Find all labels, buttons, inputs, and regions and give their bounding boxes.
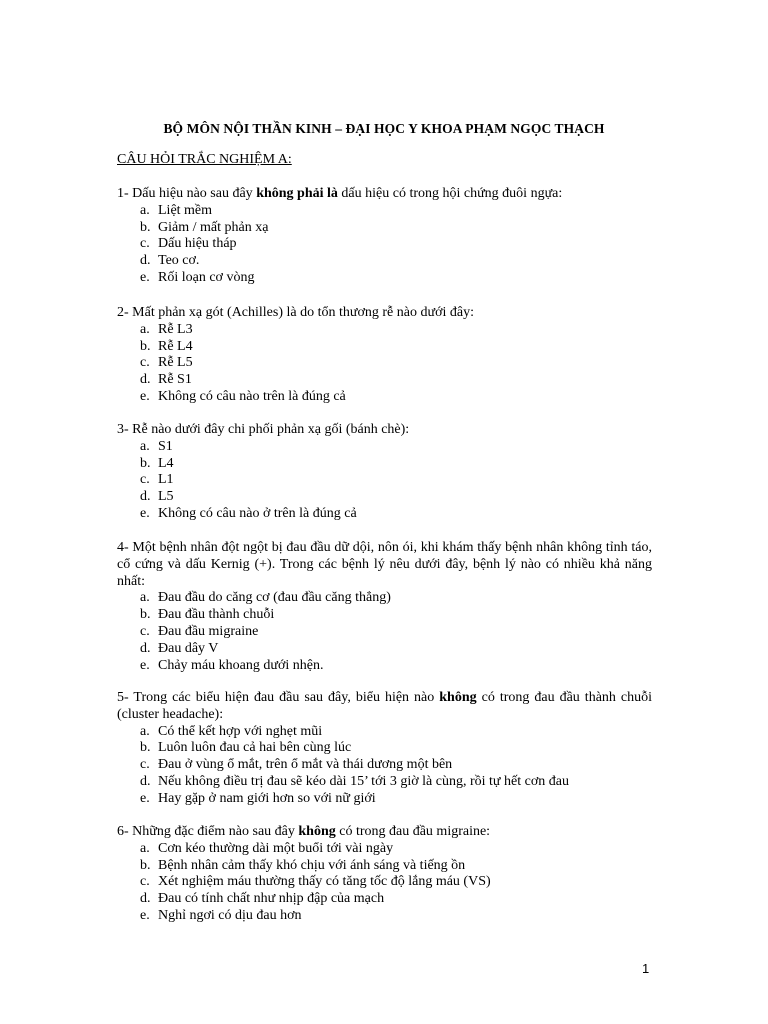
question-text: 5- Trong các biểu hiện đau đầu sau đây, biểu hiện nào không có trong đau đầu thành chuỗi (cluster headache): bbox=[117, 690, 653, 722]
option: c. Rễ L5 bbox=[140, 355, 193, 371]
option-list bbox=[117, 322, 652, 406]
option: d. Đau dây V bbox=[140, 640, 219, 656]
option: b. Đau đầu thành chuỗi bbox=[140, 607, 275, 623]
option: b. L4 bbox=[140, 455, 174, 471]
option: a. Có thể kết hợp với nghẹt mũi bbox=[140, 723, 323, 739]
option-list bbox=[117, 841, 652, 925]
option: c. Đau đầu migraine bbox=[140, 623, 259, 639]
question-text: 1- Dấu hiệu nào sau đây không phải là dấu hiệu có trong hội chứng đuôi ngựa: bbox=[117, 186, 563, 201]
option: e. Không có câu nào ở trên là đúng cả bbox=[140, 505, 357, 521]
option: e. Nghỉ ngơi có dịu đau hơn bbox=[140, 907, 302, 923]
option: d. Teo cơ. bbox=[140, 253, 200, 269]
question-1 bbox=[117, 186, 652, 287]
option: a. Cơn kéo thường dài một buổi tới vài ngày bbox=[140, 840, 394, 856]
option: d. Rễ S1 bbox=[140, 372, 192, 388]
option: a. Đau đầu do căng cơ (đau đầu căng thẳng) bbox=[140, 590, 391, 606]
option: c. Xét nghiệm máu thường thấy có tăng tốc độ lắng máu (VS) bbox=[140, 874, 491, 890]
option: d. Đau có tính chất như nhịp đập của mạch bbox=[140, 891, 385, 907]
option-list bbox=[117, 439, 652, 523]
option: a. S1 bbox=[140, 438, 173, 454]
option: b. Bệnh nhân cảm thấy khó chịu với ánh sáng và tiếng ồn bbox=[140, 857, 466, 873]
question-text: 2- Mất phản xạ gót (Achilles) là do tổn thương rễ nào dưới đây: bbox=[117, 305, 474, 320]
option: c. L1 bbox=[140, 472, 174, 488]
question-3 bbox=[117, 422, 652, 523]
option: c. Dấu hiệu tháp bbox=[140, 236, 237, 252]
document-title: BỘ MÔN NỘI THẦN KINH – ĐẠI HỌC Y KHOA PHẠM NGỌC THẠCH bbox=[163, 121, 605, 136]
option: b. Rễ L4 bbox=[140, 338, 193, 354]
question-6 bbox=[117, 824, 652, 925]
question-text: 4- Một bệnh nhân đột ngột bị đau đầu dữ dội, nôn ói, khi khám thấy bệnh nhân không tỉnh táo, cổ cứng và dấu Kernig (+). Trong các bệnh lý nêu dưới đây, bệnh lý nào có nhiều khả năng nhất: bbox=[117, 540, 652, 589]
option: e. Rối loạn cơ vòng bbox=[140, 269, 255, 285]
page-number: 1 bbox=[642, 961, 650, 976]
option: e. Không có câu nào trên là đúng cả bbox=[140, 388, 346, 404]
option: a. Rễ L3 bbox=[140, 321, 193, 337]
option: e. Hay gặp ở nam giới hơn so với nữ giới bbox=[140, 790, 376, 806]
option: a. Liệt mềm bbox=[140, 202, 213, 218]
option-list bbox=[117, 203, 652, 287]
option: d. Nếu không điều trị đau sẽ kéo dài 15’ tới 3 giờ là cùng, rồi tự hết cơn đau bbox=[140, 773, 569, 789]
option-list bbox=[117, 724, 652, 808]
question-text: 3- Rễ nào dưới đây chi phối phản xạ gối (bánh chè): bbox=[117, 422, 410, 437]
section-heading: CÂU HỎI TRẮC NGHIỆM A: bbox=[117, 152, 292, 167]
option: d. L5 bbox=[140, 489, 174, 505]
option: b. Giảm / mất phản xạ bbox=[140, 219, 269, 235]
option: e. Chảy máu khoang dưới nhện. bbox=[140, 657, 324, 673]
option-list bbox=[117, 590, 652, 674]
question-5 bbox=[117, 690, 652, 808]
option: b. Luôn luôn đau cả hai bên cùng lúc bbox=[140, 740, 352, 756]
question-2 bbox=[117, 305, 652, 406]
question-4 bbox=[117, 540, 652, 674]
option: c. Đau ở vùng ổ mắt, trên ổ mắt và thái dương một bên bbox=[140, 757, 453, 773]
question-text: 6- Những đặc điểm nào sau đây không có trong đau đầu migraine: bbox=[117, 824, 491, 839]
